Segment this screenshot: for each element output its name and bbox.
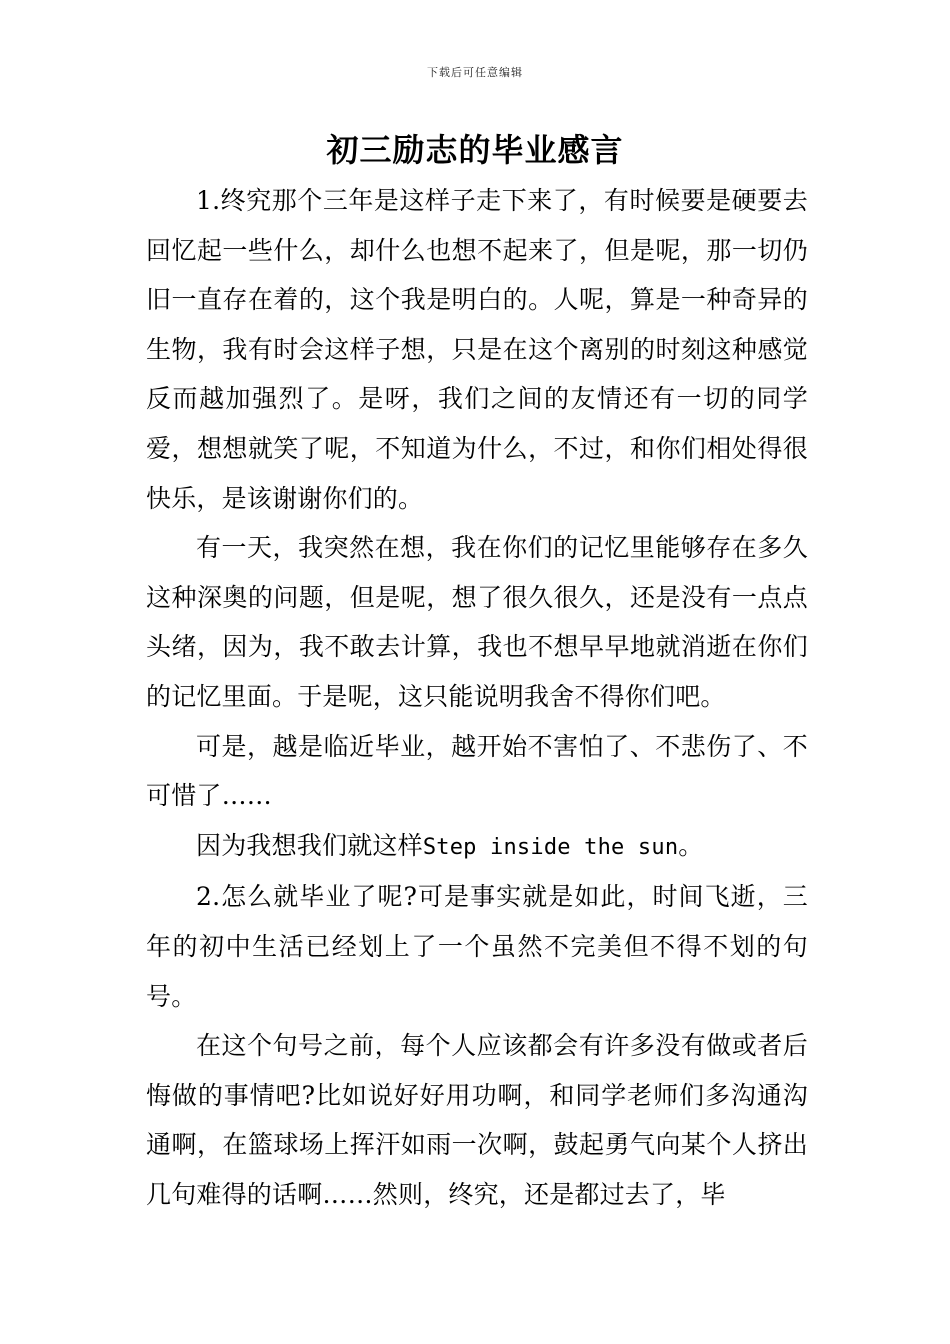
sun-line-prefix: 因为我想我们就这样 — [196, 830, 423, 860]
paragraph-sun — [146, 821, 808, 873]
document-body — [146, 176, 808, 1219]
paragraph-5: 在这个句号之前，每个人应该都会有许多没有做或者后悔做的事情吧?比如说好好用功啊，和同学老师们多沟通沟通啊，在篮球场上挥汗如雨一次啊，鼓起勇气向某个人挤出几句难得的话啊……然则，终究，还是都过去了，毕 — [146, 1031, 808, 1209]
header-note: 下载后可任意编辑 — [427, 66, 523, 79]
paragraph-4: 2.怎么就毕业了呢?可是事实就是如此，时间飞逝，三年的初中生活已经划上了一个虽然不完美但不得不划的句号。 — [146, 882, 808, 1011]
paragraph-3: 可是，越是临近毕业，越开始不害怕了、不悲伤了、不可惜了…… — [146, 731, 808, 811]
sun-line-suffix: 。 — [678, 830, 704, 860]
paragraph-1: 1.终究那个三年是这样子走下来了，有时候要是硬要去回忆起一些什么，却什么也想不起来了，但是呢，那一切仍旧一直存在着的，这个我是明白的。人呢，算是一种奇异的生物，我有时会这样子想，只是在这个离别的时刻这种感觉反而越加强烈了。是呀，我们之间的友情还有一切的同学爱，想想就笑了呢，不知道为什么，不过，和你们相处得很快乐，是该谢谢你们的。 — [146, 186, 808, 513]
sun-line-english: Step inside the sun — [422, 834, 679, 860]
document-title: 初三励志的毕业感言 — [326, 131, 624, 169]
paragraph-2: 有一天，我突然在想，我在你们的记忆里能够存在多久这种深奥的问题，但是呢，想了很久很久，还是没有一点点头绪，因为，我不敢去计算，我也不想早早地就消逝在你们的记忆里面。于是呢，这只能说明我舍不得你们吧。 — [146, 533, 808, 711]
